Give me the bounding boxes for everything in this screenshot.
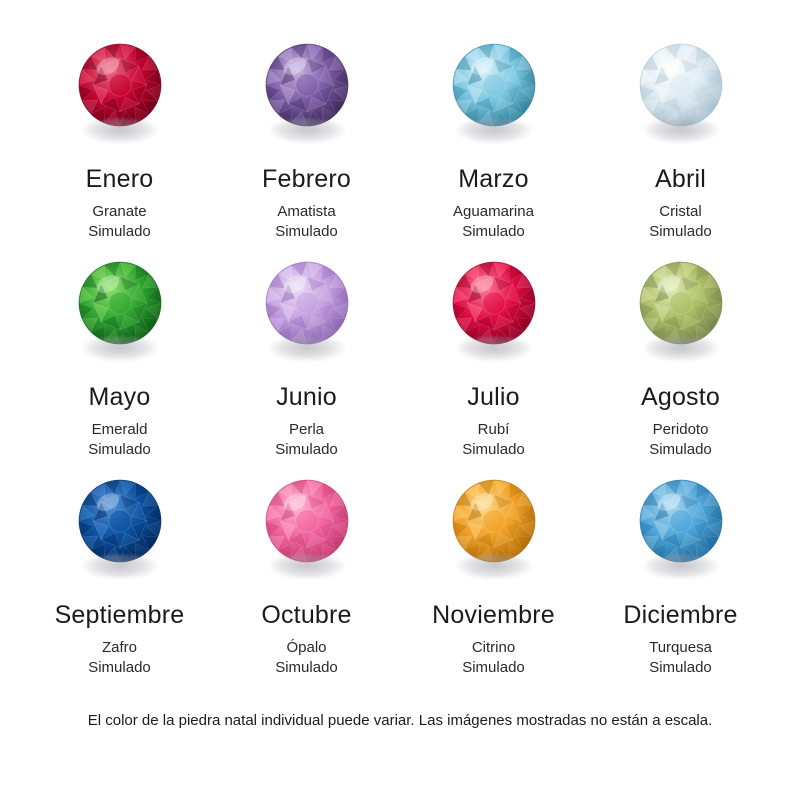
round-cut-gem-icon <box>638 42 724 128</box>
birthstone-cell[interactable] <box>26 260 213 478</box>
gem-shadow <box>455 554 533 580</box>
gem-name-label: Emerald <box>91 420 148 438</box>
round-cut-gem-icon <box>264 478 350 564</box>
gem-shadow <box>642 336 720 362</box>
gem-image-wrap <box>26 478 213 600</box>
gem-image-wrap <box>213 42 400 164</box>
birthstone-cell[interactable] <box>213 260 400 478</box>
simulated-label: Simulado <box>462 222 525 240</box>
month-label: Noviembre <box>432 601 555 629</box>
gem-image-wrap <box>213 260 400 382</box>
gem-name-label: Amatista <box>277 202 336 220</box>
gem-shadow <box>642 554 720 580</box>
simulated-label: Simulado <box>88 222 151 240</box>
gem-image-wrap <box>587 260 774 382</box>
gem-shadow <box>455 336 533 362</box>
gem-name-label: Cristal <box>659 202 702 220</box>
month-label: Diciembre <box>623 601 738 629</box>
month-label: Abril <box>654 165 706 193</box>
round-cut-gem-icon <box>451 478 537 564</box>
round-cut-gem-icon <box>638 260 724 346</box>
gem-shadow <box>642 118 720 144</box>
simulated-label: Simulado <box>649 222 712 240</box>
gem-image-wrap <box>587 478 774 600</box>
simulated-label: Simulado <box>88 440 151 458</box>
month-label: Enero <box>85 165 154 193</box>
simulated-label: Simulado <box>462 440 525 458</box>
birthstone-cell[interactable] <box>400 42 587 260</box>
gem-name-label: Turquesa <box>649 638 712 656</box>
gem-image-wrap <box>26 42 213 164</box>
month-label: Junio <box>276 383 337 411</box>
gem-shadow <box>268 554 346 580</box>
round-cut-gem-icon <box>264 260 350 346</box>
simulated-label: Simulado <box>275 440 338 458</box>
gem-name-label: Citrino <box>471 638 516 656</box>
gem-name-label: Aguamarina <box>453 202 534 220</box>
gem-shadow <box>455 118 533 144</box>
birthstone-cell[interactable] <box>587 478 774 696</box>
round-cut-gem-icon <box>77 42 163 128</box>
gem-name-label: Granate <box>92 202 147 220</box>
round-cut-gem-icon <box>451 260 537 346</box>
birthstone-cell[interactable] <box>400 260 587 478</box>
simulated-label: Simulado <box>88 658 151 676</box>
simulated-label: Simulado <box>649 440 712 458</box>
simulated-label: Simulado <box>649 658 712 676</box>
chart-footnote: El color de la piedra natal individual puede variar. Las imágenes mostradas no están a escala. <box>87 712 713 729</box>
gem-name-label: Ópalo <box>286 638 327 656</box>
birthstone-cell[interactable] <box>26 42 213 260</box>
birthstone-grid <box>26 42 774 696</box>
month-label: Octubre <box>261 601 352 629</box>
round-cut-gem-icon <box>264 42 350 128</box>
round-cut-gem-icon <box>451 42 537 128</box>
gem-name-label: Rubí <box>477 420 510 438</box>
birthstone-cell[interactable] <box>26 478 213 696</box>
month-label: Agosto <box>640 383 721 411</box>
gem-image-wrap <box>400 42 587 164</box>
round-cut-gem-icon <box>638 478 724 564</box>
birthstone-cell[interactable] <box>587 260 774 478</box>
month-label: Julio <box>467 383 520 411</box>
gem-image-wrap <box>213 478 400 600</box>
gem-name-label: Perla <box>288 420 325 438</box>
gem-shadow <box>81 554 159 580</box>
gem-shadow <box>81 336 159 362</box>
simulated-label: Simulado <box>275 222 338 240</box>
month-label: Septiembre <box>54 601 185 629</box>
month-label: Marzo <box>458 165 529 193</box>
gem-name-label: Peridoto <box>652 420 709 438</box>
gem-image-wrap <box>400 478 587 600</box>
birthstone-cell[interactable] <box>400 478 587 696</box>
gem-name-label: Zafro <box>101 638 137 656</box>
birthstone-cell[interactable] <box>213 42 400 260</box>
gem-shadow <box>268 118 346 144</box>
birthstone-cell[interactable] <box>587 42 774 260</box>
gem-shadow <box>81 118 159 144</box>
round-cut-gem-icon <box>77 260 163 346</box>
gem-image-wrap <box>400 260 587 382</box>
gem-image-wrap <box>587 42 774 164</box>
month-label: Febrero <box>262 165 351 193</box>
gem-shadow <box>268 336 346 362</box>
simulated-label: Simulado <box>275 658 338 676</box>
gem-image-wrap <box>26 260 213 382</box>
birthstone-cell[interactable] <box>213 478 400 696</box>
month-label: Mayo <box>88 383 151 411</box>
simulated-label: Simulado <box>462 658 525 676</box>
round-cut-gem-icon <box>77 478 163 564</box>
